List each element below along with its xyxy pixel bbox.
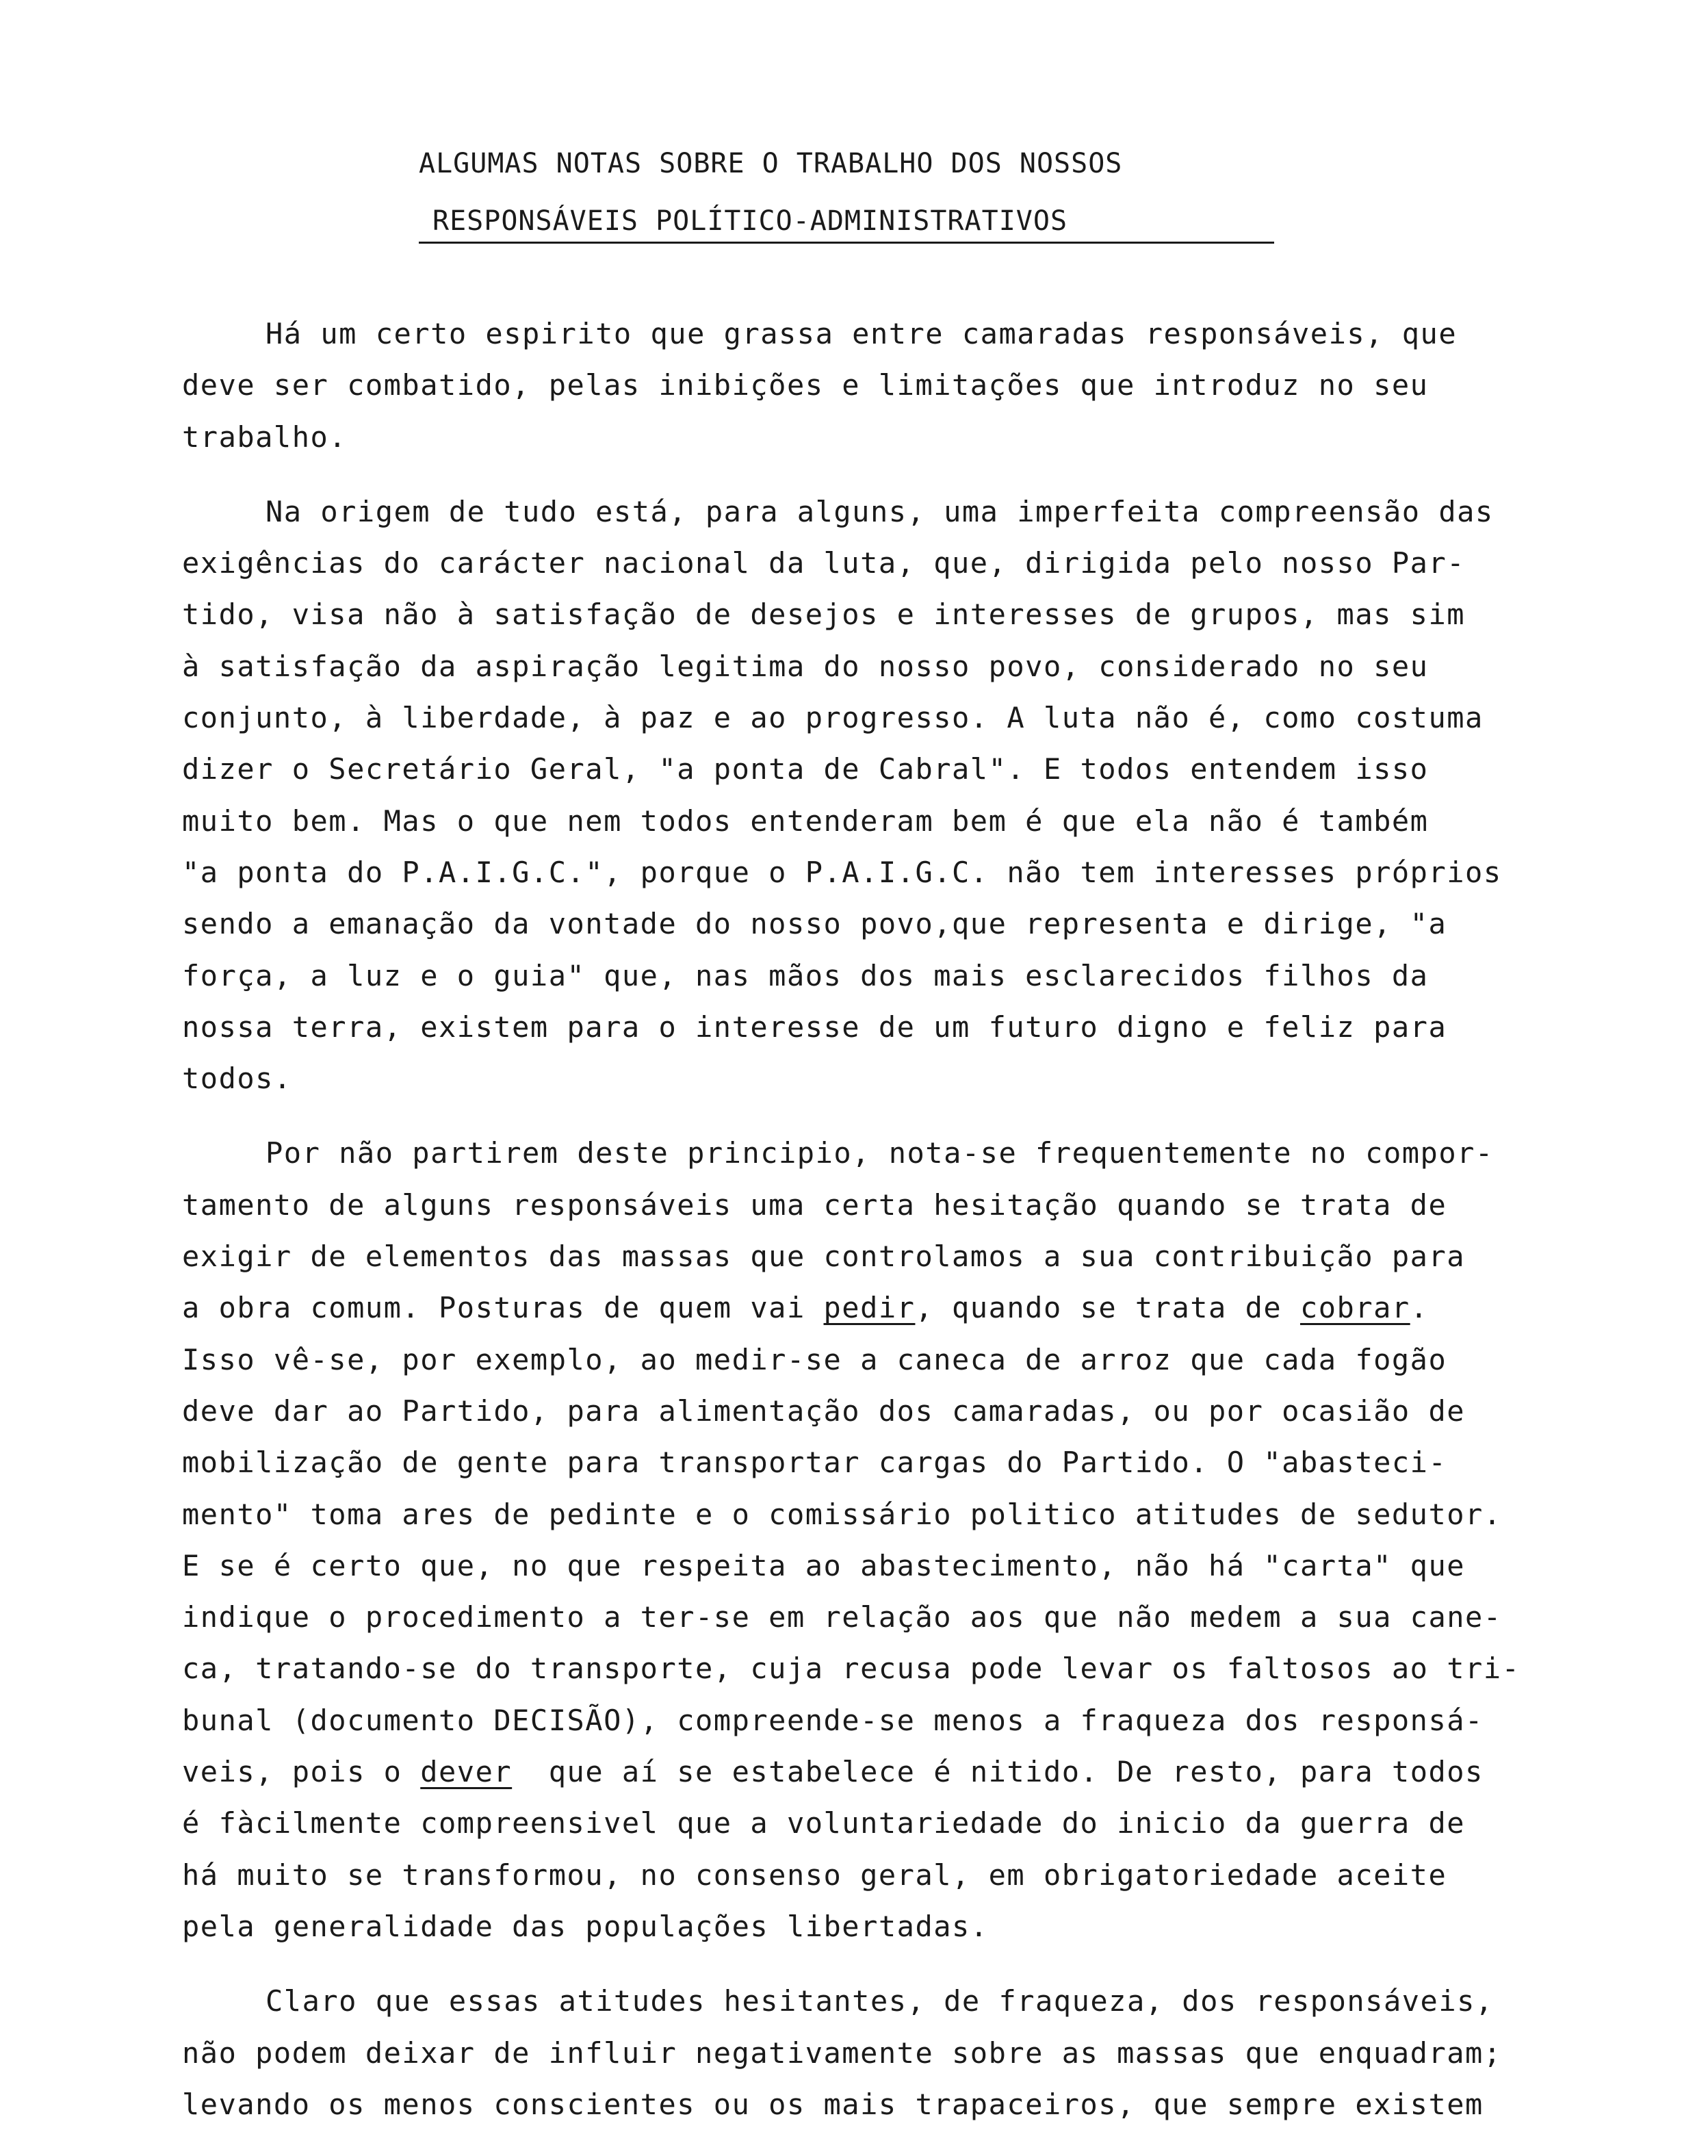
- text-line: nossa terra, existem para o interesse de um futuro digno e feliz para: [182, 1010, 1447, 1044]
- text-line: sendo a emanação da vontade do nosso povo,que representa e dirige, "a: [182, 907, 1447, 941]
- text-line: pela generalidade das populações libertadas.: [182, 1909, 989, 1943]
- text-line: levando os menos conscientes ou os mais trapaceiros, que sempre existem: [182, 2087, 1484, 2121]
- text-line: Na origem de tudo está, para alguns, uma imperfeita compreensão das: [266, 494, 1494, 528]
- text-line: ca, tratando-se do transporte, cuja recusa pode levar os faltosos ao tri-: [182, 1652, 1521, 1686]
- text-line: muito bem. Mas o que nem todos entenderam bem é que ela não é também: [182, 804, 1429, 838]
- text-segment: , quando se trata de: [915, 1291, 1300, 1325]
- title-line-2: [419, 205, 1274, 244]
- text-line: força, a luz e o guia" que, nas mãos dos mais esclarecidos filhos da: [182, 958, 1429, 992]
- text-line: tamento de alguns responsáveis uma certa hesitação quando se trata de: [182, 1188, 1447, 1222]
- text-line: exigências do carácter nacional da luta, que, dirigida pelo nosso Par-: [182, 546, 1466, 580]
- text-line: Há um certo espirito que grassa entre camaradas responsáveis, que: [266, 317, 1458, 350]
- text-line: não podem deixar de influir negativamente sobre as massas que enquadram;: [182, 2036, 1502, 2070]
- text-line: Por não partirem deste principio, nota-se frequentemente no compor-: [266, 1136, 1494, 1170]
- underlined-word-dever: dever: [420, 1755, 513, 1789]
- paragraph-3: [182, 1127, 1681, 1952]
- underlined-word-cobrar: cobrar: [1299, 1291, 1410, 1325]
- paragraph-1: [182, 308, 1681, 463]
- text-line: "a ponta do P.A.I.G.C.", porque o P.A.I.G.C. não tem interesses próprios: [182, 855, 1502, 889]
- underlined-word-pedir: pedir: [823, 1291, 916, 1325]
- text-line: deve dar ao Partido, para alimentação dos camaradas, ou por ocasião de: [182, 1394, 1466, 1428]
- text-line: dizer o Secretário Geral, "a ponta de Cabral". E todos entendem isso: [182, 752, 1429, 786]
- document-body: [182, 308, 1681, 2153]
- paragraph-2: [182, 486, 1681, 1105]
- text-line: Isso vê-se, por exemplo, ao medir-se a caneca de arroz que cada fogão: [182, 1342, 1447, 1376]
- title-line-2-text: RESPONSÁVEIS POLÍTICO-ADMINISTRATIVOS: [432, 205, 1068, 237]
- text-line: bunal (documento DECISÃO), compreende-se menos a fraqueza dos responsá-: [182, 1703, 1484, 1737]
- text-line: Claro que essas atitudes hesitantes, de fraqueza, dos responsáveis,: [266, 1984, 1494, 2018]
- text-line: tido, visa não à satisfação de desejos e interesses de grupos, mas sim: [182, 598, 1466, 632]
- paragraph-4: [182, 1975, 1681, 2130]
- text-line: trabalho.: [182, 420, 348, 454]
- text-line: deve ser combatido, pelas inibições e limitações que introduz no seu: [182, 368, 1429, 402]
- text-segment: veis, pois o: [182, 1755, 421, 1789]
- text-line: [182, 1746, 1681, 1797]
- text-line: indique o procedimento a ter-se em relação aos que não medem a sua cane-: [182, 1600, 1502, 1634]
- text-line: todos.: [182, 1062, 292, 1096]
- text-segment: .: [1410, 1291, 1429, 1325]
- text-segment: a obra comum. Posturas de quem vai: [182, 1291, 824, 1325]
- text-line: E se é certo que, no que respeita ao abastecimento, não há "carta" que: [182, 1548, 1466, 1582]
- text-line: mento" toma ares de pedinte e o comissário politico atitudes de sedutor.: [182, 1497, 1502, 1531]
- text-line: [182, 1282, 1681, 1333]
- text-line: exigir de elementos das massas que controlamos a sua contribuição para: [182, 1240, 1466, 1274]
- title-line-1: ALGUMAS NOTAS SOBRE O TRABALHO DOS NOSSOS: [419, 148, 1123, 179]
- text-line: à satisfação da aspiração legitima do nosso povo, considerado no seu: [182, 649, 1429, 683]
- text-line: conjunto, à liberdade, à paz e ao progresso. A luta não é, como costuma: [182, 701, 1484, 735]
- text-line: é fàcilmente compreensivel que a voluntariedade do inicio da guerra de: [182, 1806, 1466, 1840]
- text-line: mobilização de gente para transportar cargas do Partido. O "abasteci-: [182, 1446, 1447, 1480]
- text-line: há muito se transformou, no consenso geral, em obrigatoriedade aceite: [182, 1858, 1447, 1892]
- text-segment: que aí se estabelece é nitido. De resto, para todos: [512, 1755, 1484, 1789]
